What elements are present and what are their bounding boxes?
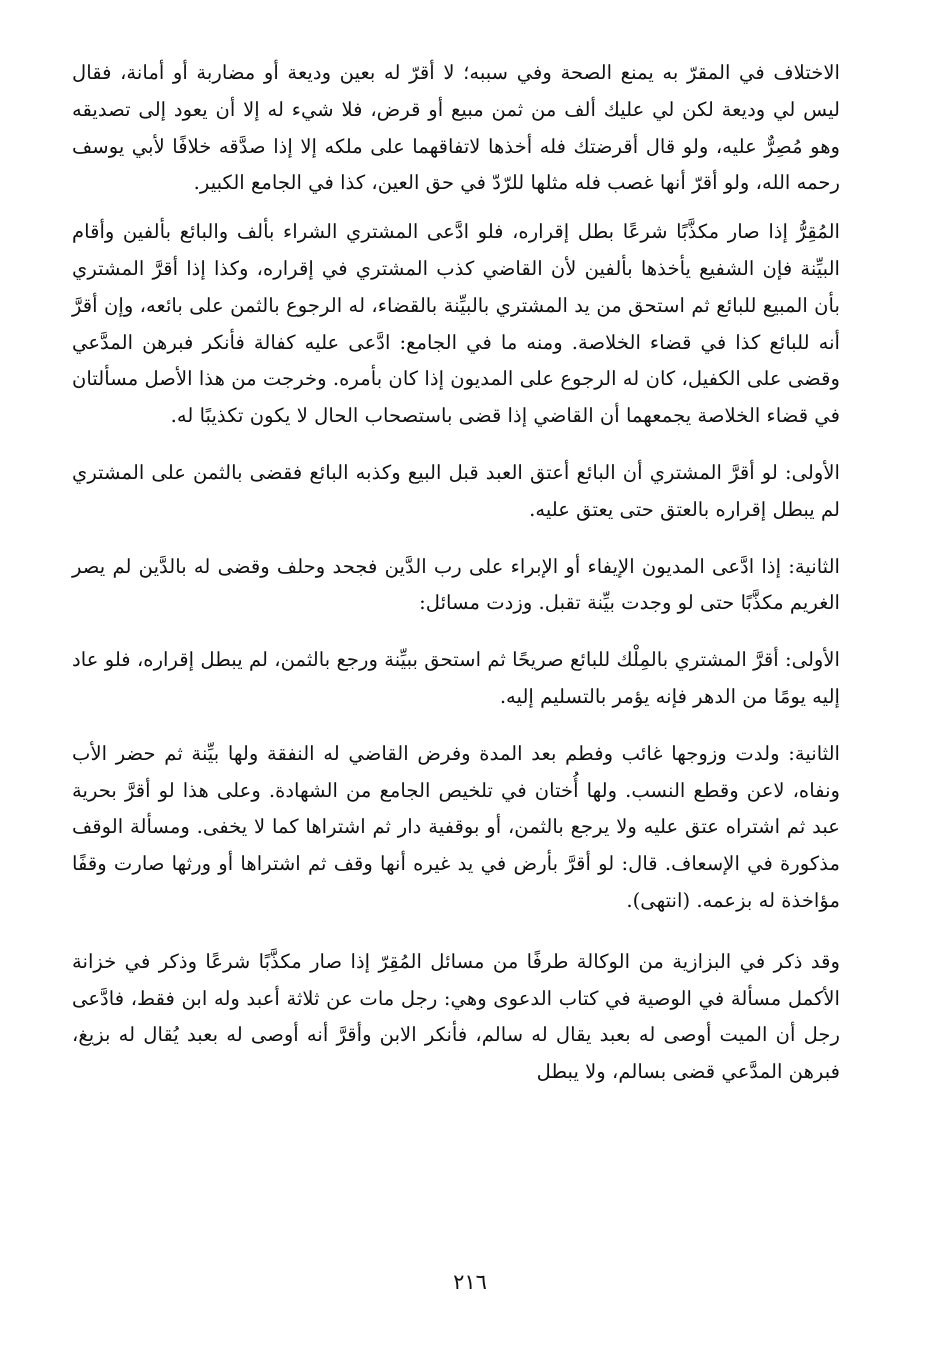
paragraph-1: الاختلاف في المقرّ به يمنع الصحة وفي سببه؛ لا أقرّ له بعين وديعة أو مضاربة أو أمانة، فقال ليس لي وديعة لكن لي عليك ألف من ثمن مبيع أو قرض، فلا شيء له إلا أن يعود إلى تصديقه وهو مُصِرٌّ عليه، ولو قال أقرضتك فله أخذها لاتفاقهما على ملكه إلا إذا صدَّقه خلافًا لأبي يوسف رحمه الله، ولو أقرّ أنها غصب فله مثلها للرّدّ في حق العين، كذا في الجامع الكبير. — [72, 61, 840, 195]
page-number: ٢١٦ — [453, 1270, 487, 1294]
paragraph-4: الثانية: إذا ادَّعى المديون الإيفاء أو الإبراء على رب الدَّين فجحد وحلف وقضى له بالدَّين لم يصر الغريم مكذَّبًا حتى لو وجدت بيِّنة تقبل. وزدت مسائل: — [72, 554, 840, 615]
paragraph-3: الأولى: لو أقرَّ المشتري أن البائع أعتق العبد قبل البيع وكذبه البائع فقضى بالثمن على المشتري لم يبطل إقراره بالعتق حتى يعتق عليه. — [72, 460, 840, 521]
paragraph-2: المُقِرُّ إذا صار مكذَّبًا شرعًا بطل إقراره، فلو ادَّعى المشتري الشراء بألف والبائع بألفين وأقام البيِّنة فإن الشفيع يأخذها بألفين لأن القاضي كذب المشتري في إقراره، وكذا إذا أقرَّ المشتري بأن المبيع للبائع ثم استحق من يد المشتري بالبيِّنة بالقضاء، له الرجوع بالثمن على بائعه، وإن أقرَّ أنه للبائع كذا في قضاء الخلاصة. ومنه ما في الجامع: ادَّعى عليه كفالة فأنكر فبرهن المدَّعي وقضى على الكفيل، كان له الرجوع على المديون إذا كان بأمره. وخرجت من هذا الأصل مسألتان في قضاء الخلاصة يجمعهما أن القاضي إذا قضى باستصحاب الحال لا يكون تكذيبًا له. — [72, 220, 840, 428]
paragraph-7: وقد ذكر في البزازية من الوكالة طرفًا من مسائل المُقِرّ إذا صار مكذَّبًا شرعًا وذكر في خزانة الأكمل مسألة في الوصية في كتاب الدعوى وهي: رجل مات عن ثلاثة أعبد وله ابن فقط، فادَّعى رجل أن الميت أوصى له بعبد يقال له سالم، فأنكر الابن وأقرَّ أنه أوصى له بعبد يُقال له بزيغ، فبرهن المدَّعي قضى بسالم، ولا يبطل — [72, 949, 840, 1084]
paragraph-5: الأولى: أقرَّ المشتري بالمِلْك للبائع صريحًا ثم استحق ببيِّنة ورجع بالثمن، لم يبطل إقراره، فلو عاد إليه يومًا من الدهر فإنه يؤمر بالتسليم إليه. — [72, 648, 840, 708]
paragraph-6: الثانية: ولدت وزوجها غائب وفطم بعد المدة وفرض القاضي له النفقة ولها بيِّنة ثم حضر الأب ونفاه، لاعن وقطع النسب. ولها أُختان في تلخيص الجامع من الشهادة. وعلى هذا لو أقرَّ بحرية عبد ثم اشتراه عتق عليه ولا يرجع بالثمن، أو بوقفية دار ثم اشتراها كما لا يخفى. ومسألة الوقف مذكورة في الإسعاف. قال: لو أقرَّ بأرض في يد غيره أنها وقف ثم اشتراها أو ورثها صارت وقفًا مؤاخذة له بزعمه. (انتهى). — [72, 741, 840, 912]
document-page — [72, 55, 840, 1091]
